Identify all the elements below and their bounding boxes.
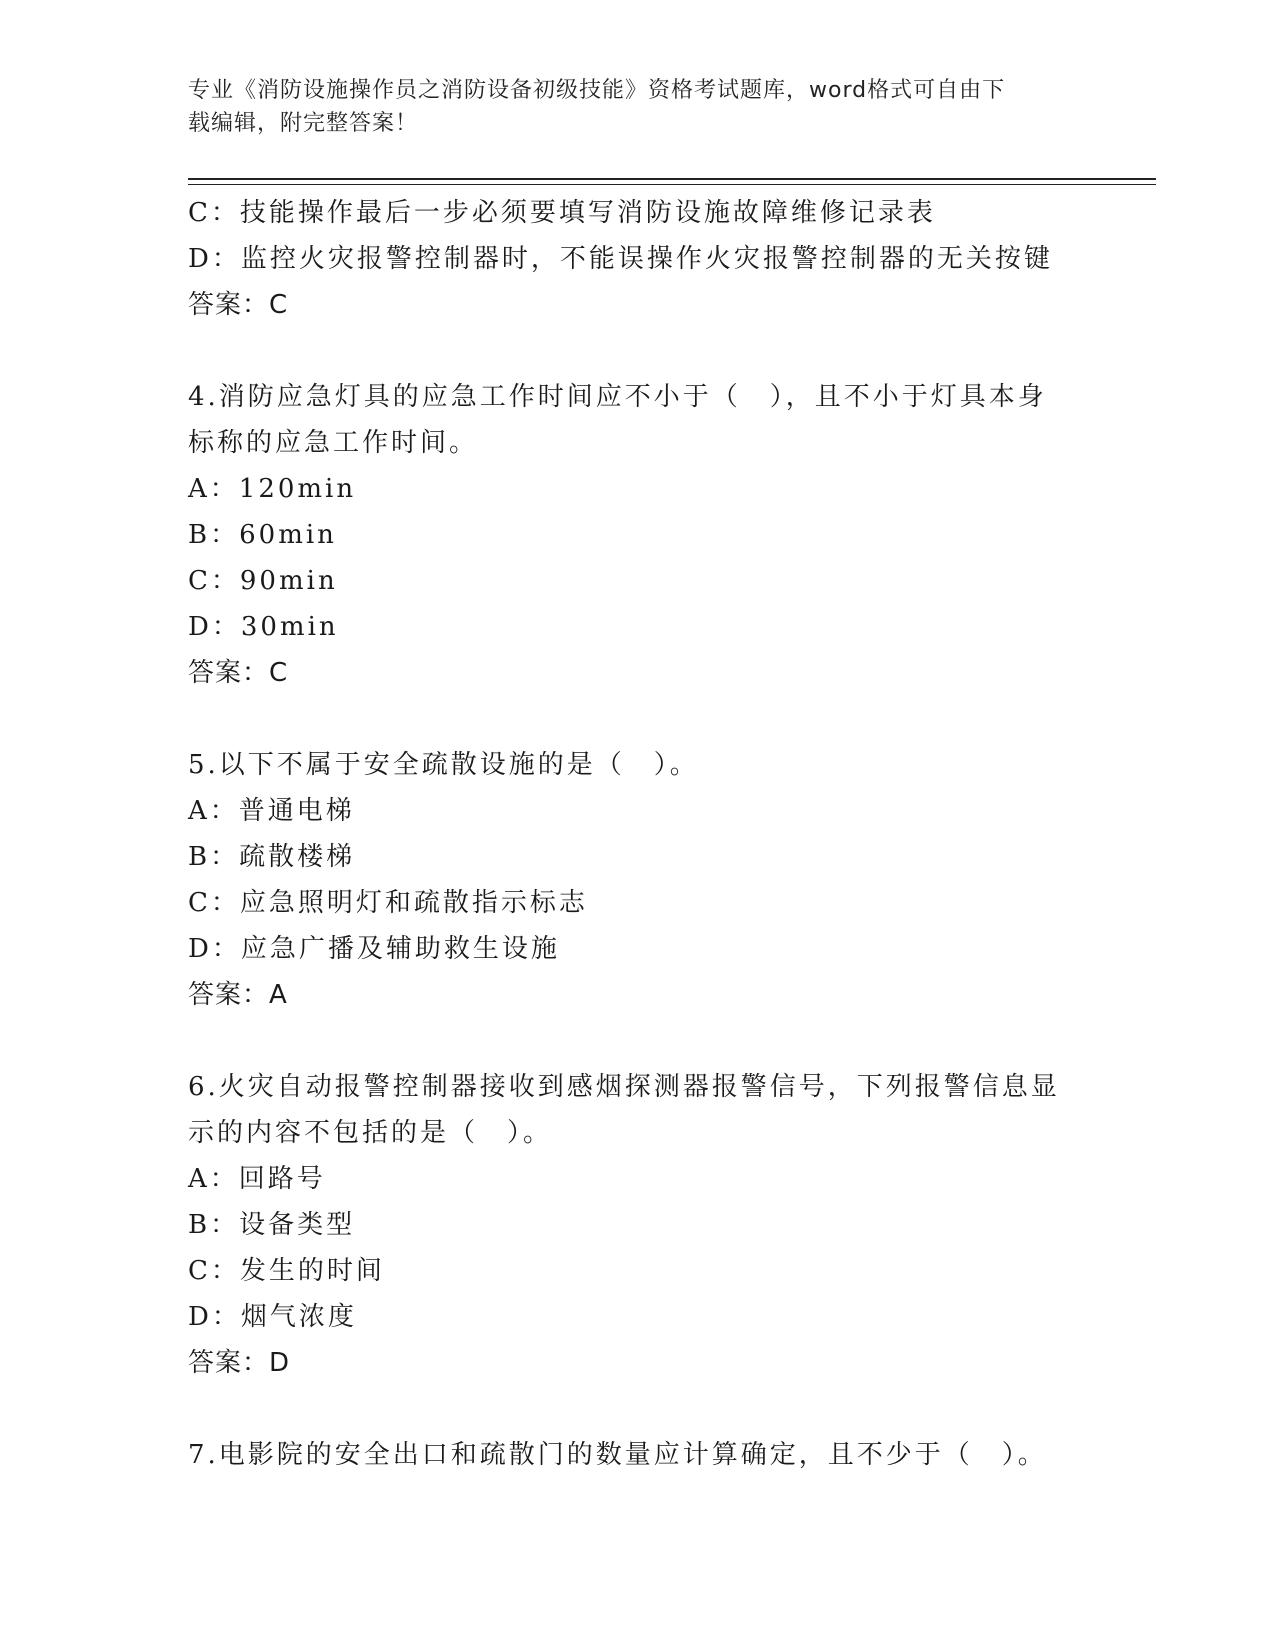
- header-rule-thin: [188, 184, 1156, 185]
- spacer: [188, 1386, 1088, 1432]
- option-d: D：应急广播及辅助救生设施: [188, 934, 560, 964]
- answer-line: 答案：C: [188, 658, 289, 688]
- question-3: [188, 190, 1088, 328]
- header-line-1: 专业《消防设施操作员之消防设备初级技能》资格考试题库，word格式可自由下: [188, 78, 1006, 103]
- option-a: A：普通电梯: [188, 796, 355, 826]
- header-rule-thick: [188, 178, 1156, 180]
- option-b: B：疏散楼梯: [188, 842, 356, 872]
- spacer: [188, 696, 1088, 742]
- header-line-2: 载编辑，附完整答案！: [188, 111, 419, 136]
- option-b: B：设备类型: [188, 1210, 356, 1240]
- question-stem: 5.以下不属于安全疏散设施的是（ ）。: [188, 750, 699, 780]
- spacer: [188, 328, 1088, 374]
- option-c: C：技能操作最后一步必须要填写消防设施故障维修记录表: [188, 198, 936, 228]
- option-d: D：30min: [188, 612, 339, 642]
- option-c: C：应急照明灯和疏散指示标志: [188, 888, 588, 918]
- question-stem-cont: 示的内容不包括的是（ ）。: [188, 1118, 553, 1148]
- option-b: B：60min: [188, 520, 337, 550]
- question-stem: 4.消防应急灯具的应急工作时间应不小于（ ），且不小于灯具本身: [188, 382, 1047, 412]
- question-stem-cont: 标称的应急工作时间。: [188, 428, 479, 458]
- option-c: C：发生的时间: [188, 1256, 385, 1286]
- question-stem: 6.火灾自动报警控制器接收到感烟探测器报警信号，下列报警信息显: [188, 1072, 1060, 1102]
- spacer: [188, 1018, 1088, 1064]
- question-4: [188, 374, 1088, 696]
- question-7: [188, 1432, 1088, 1478]
- option-d: D：监控火灾报警控制器时，不能误操作火灾报警控制器的无关按键: [188, 244, 1053, 274]
- question-stem: 7.电影院的安全出口和疏散门的数量应计算确定，且不少于（ ）。: [188, 1440, 1047, 1470]
- question-6: [188, 1064, 1088, 1386]
- option-c: C：90min: [188, 566, 338, 596]
- option-d: D：烟气浓度: [188, 1302, 357, 1332]
- question-list: [188, 190, 1088, 1478]
- document-header: [188, 74, 1068, 140]
- answer-line: 答案：A: [188, 980, 288, 1010]
- question-5: [188, 742, 1088, 1018]
- option-a: A：120min: [188, 474, 357, 504]
- answer-line: 答案：D: [188, 1348, 291, 1378]
- option-a: A：回路号: [188, 1164, 326, 1194]
- answer-line: 答案：C: [188, 290, 289, 320]
